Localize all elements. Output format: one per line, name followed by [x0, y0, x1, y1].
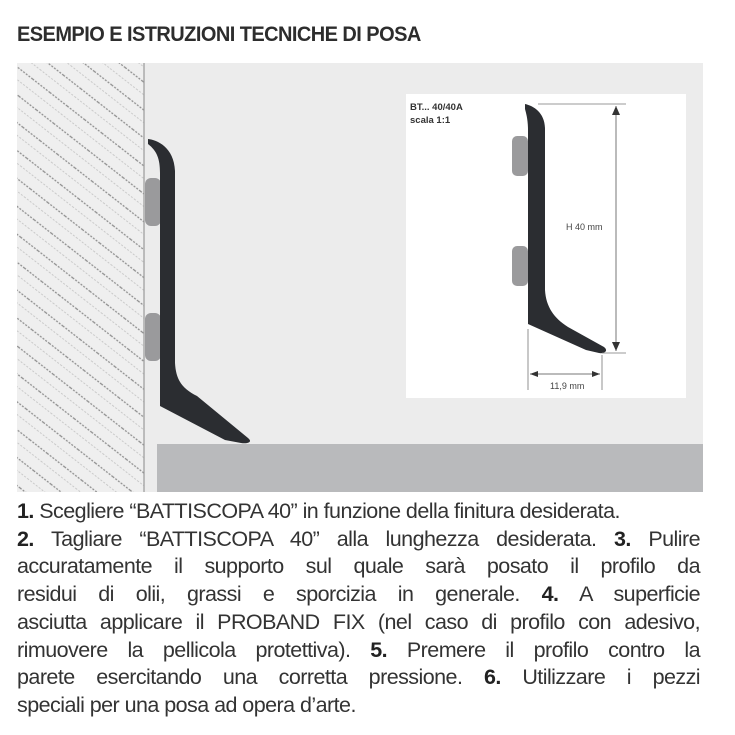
installation-diagram: [17, 63, 703, 492]
step-text: speciali per una posa ad opera d’arte.: [17, 692, 356, 717]
floor-slab: [157, 444, 703, 492]
step-number: 5.: [370, 637, 388, 662]
step-number: 3.: [613, 526, 631, 551]
step-text: Scegliere “BATTISCOPA 40” in funzione della finitura desiderata.: [33, 499, 620, 523]
step-text: accuratamente il supporto sul quale sarà posato il profilo da: [17, 554, 700, 579]
instruction-line: [17, 664, 700, 692]
step-text: Premere il profilo contro la: [387, 637, 700, 662]
section-drawing: [406, 94, 686, 398]
adhesive-pad-top: [145, 178, 161, 226]
wall-hatched: [17, 63, 144, 492]
page-title: ESEMPIO E ISTRUZIONI TECNICHE DI POSA: [17, 22, 421, 46]
step-text: parete esercitando una corretta pressione.: [17, 665, 484, 690]
instruction-line: [17, 692, 700, 720]
step-text: Utilizzare i pezzi: [500, 665, 701, 690]
step-number: 6.: [483, 665, 501, 690]
adhesive-pad-top: [512, 136, 528, 176]
adhesive-pad-bottom: [512, 246, 528, 286]
installation-instructions: [17, 498, 700, 720]
instruction-line: [17, 553, 700, 581]
scale-label: scala 1:1: [410, 115, 451, 126]
step-text: asciutta applicare il PROBAND FIX (nel caso di profilo con adesivo,: [17, 609, 700, 634]
instruction-line: [17, 498, 700, 526]
step-text: rimuovere la pellicola protettiva).: [17, 637, 371, 662]
instruction-line: [17, 637, 700, 665]
instruction-line: [17, 609, 700, 637]
step-number: 2.: [17, 526, 34, 551]
technical-inset: [406, 94, 686, 398]
step-text: residui di olii, grassi e sporcizia in generale.: [17, 582, 542, 607]
adhesive-pad-bottom: [145, 313, 161, 361]
instruction-line: [17, 581, 700, 609]
step-text: Tagliare “BATTISCOPA 40” alla lunghezza desiderata.: [33, 526, 614, 551]
step-text: A superficie: [558, 582, 700, 607]
instruction-line: [17, 526, 700, 554]
step-text: Pulire: [630, 526, 700, 551]
model-code: BT... 40/40A: [410, 102, 463, 113]
step-number: 1.: [17, 499, 34, 523]
height-label: H 40 mm: [566, 222, 603, 232]
skirting-profile: [148, 139, 250, 443]
step-number: 4.: [541, 582, 559, 607]
width-label: 11,9 mm: [550, 381, 585, 391]
